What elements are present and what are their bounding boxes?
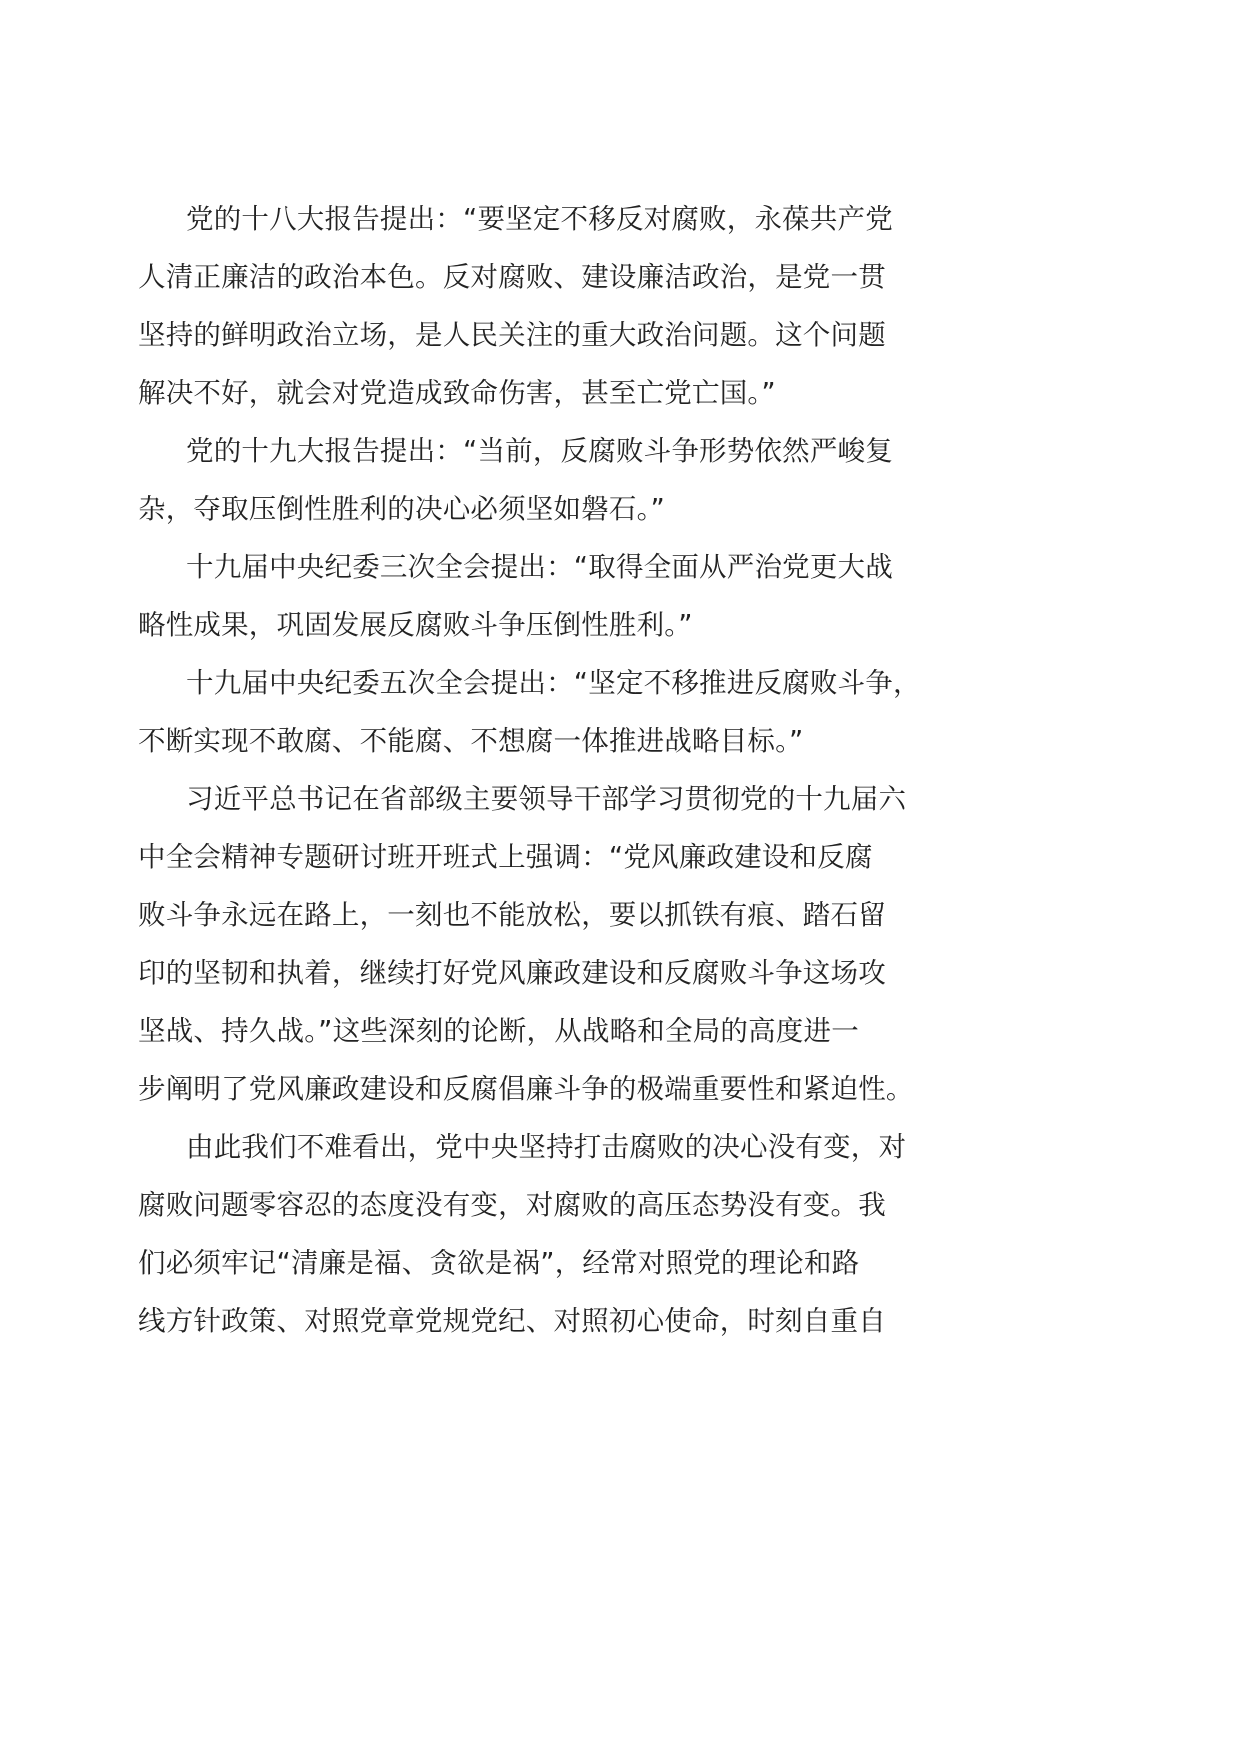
text-line: 人清正廉洁的政治本色。反对腐败、建设廉洁政治，是党一贯 bbox=[138, 261, 886, 293]
text-line: 十九届中央纪委五次全会提出：“坚定不移推进反腐败斗争， bbox=[186, 667, 921, 699]
text-line: 腐败问题零容忍的态度没有变，对腐败的高压态势没有变。我 bbox=[138, 1189, 886, 1221]
text-line: 们必须牢记“清廉是福、贪欲是祸”，经常对照党的理论和路 bbox=[138, 1247, 860, 1279]
text-line: 十九届中央纪委三次全会提出：“取得全面从严治党更大战 bbox=[186, 551, 893, 583]
text-line: 坚持的鲜明政治立场，是人民关注的重大政治问题。这个问题 bbox=[138, 319, 886, 351]
text-line: 败斗争永远在路上，一刻也不能放松，要以抓铁有痕、踏石留 bbox=[138, 899, 886, 931]
text-line: 不断实现不敢腐、不能腐、不想腐一体推进战略目标。” bbox=[138, 725, 804, 757]
text-line: 线方针政策、对照党章党规党纪、对照初心使命，时刻自重自 bbox=[138, 1305, 886, 1337]
text-line: 中全会精神专题研讨班开班式上强调：“党风廉政建设和反腐 bbox=[138, 841, 873, 873]
text-line: 习近平总书记在省部级主要领导干部学习贯彻党的十九届六 bbox=[186, 783, 907, 815]
text-line: 由此我们不难看出，党中央坚持打击腐败的决心没有变，对 bbox=[186, 1131, 907, 1163]
text-line: 党的十八大报告提出：“要坚定不移反对腐败，永葆共产党 bbox=[186, 203, 893, 235]
text-line: 步阐明了党风廉政建设和反腐倡廉斗争的极端重要性和紧迫性。 bbox=[138, 1073, 914, 1105]
text-line: 印的坚韧和执着，继续打好党风廉政建设和反腐败斗争这场攻 bbox=[138, 957, 886, 989]
body-text bbox=[138, 190, 988, 1350]
text-line: 党的十九大报告提出：“当前，反腐败斗争形势依然严峻复 bbox=[186, 435, 893, 467]
text-line: 略性成果，巩固发展反腐败斗争压倒性胜利。” bbox=[138, 609, 693, 641]
text-line: 解决不好，就会对党造成致命伤害，甚至亡党亡国。” bbox=[138, 377, 776, 409]
text-line: 坚战、持久战。”这些深刻的论断，从战略和全局的高度进一 bbox=[138, 1015, 859, 1047]
text-line: 杂，夺取压倒性胜利的决心必须坚如磐石。” bbox=[138, 493, 665, 525]
